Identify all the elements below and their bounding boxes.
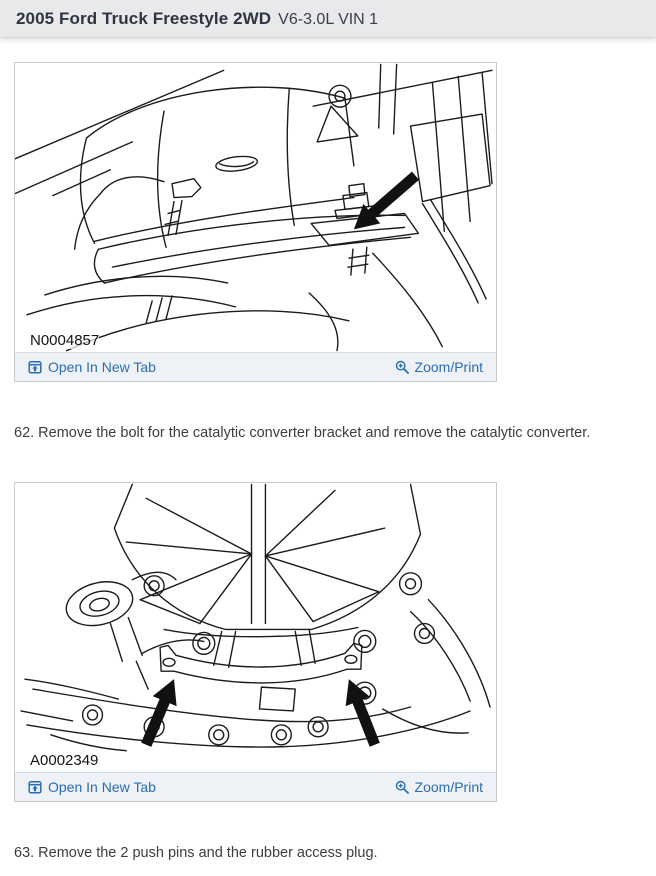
step-62-text: 62. Remove the bolt for the catalytic converter bracket and remove the catalytic converter. xyxy=(14,425,591,441)
open-in-new-tab-label: Open In New Tab xyxy=(48,359,156,375)
zoom-magnifier-plus-icon xyxy=(395,360,409,374)
push-pins-line-art xyxy=(15,483,496,772)
zoom-print-label: Zoom/Print xyxy=(414,359,483,375)
content-area xyxy=(0,38,656,876)
figure-card-catalytic-converter xyxy=(14,62,497,382)
open-in-new-tab-icon xyxy=(28,360,42,374)
figure-id-label: N0004857 xyxy=(30,331,100,349)
open-in-new-tab-link[interactable] xyxy=(28,360,156,374)
zoom-print-label: Zoom/Print xyxy=(414,779,483,796)
vehicle-title: 2005 Ford Truck Freestyle 2WD xyxy=(16,8,272,28)
figure-id-label: A0002349 xyxy=(30,751,99,769)
figure-card-push-pins xyxy=(14,482,497,802)
figure-toolbar xyxy=(15,772,496,801)
figure-toolbar xyxy=(15,352,496,381)
page-header xyxy=(0,0,656,38)
figure-image-push-pins xyxy=(15,483,496,772)
open-in-new-tab-link[interactable] xyxy=(28,780,156,794)
catalytic-converter-line-art xyxy=(15,63,496,352)
page-title xyxy=(16,9,378,29)
zoom-print-link[interactable] xyxy=(395,360,483,374)
zoom-print-link[interactable] xyxy=(395,780,483,794)
callout-arrow-left xyxy=(141,679,176,747)
open-in-new-tab-icon xyxy=(28,780,42,794)
figure-image-catalytic-converter xyxy=(15,63,496,352)
step-63-text: 63. Remove the 2 push pins and the rubber access plug. xyxy=(14,845,378,862)
zoom-magnifier-plus-icon xyxy=(395,780,409,794)
engine-subtitle: V6-3.0L VIN 1 xyxy=(278,10,379,28)
open-in-new-tab-label: Open In New Tab xyxy=(48,779,156,796)
